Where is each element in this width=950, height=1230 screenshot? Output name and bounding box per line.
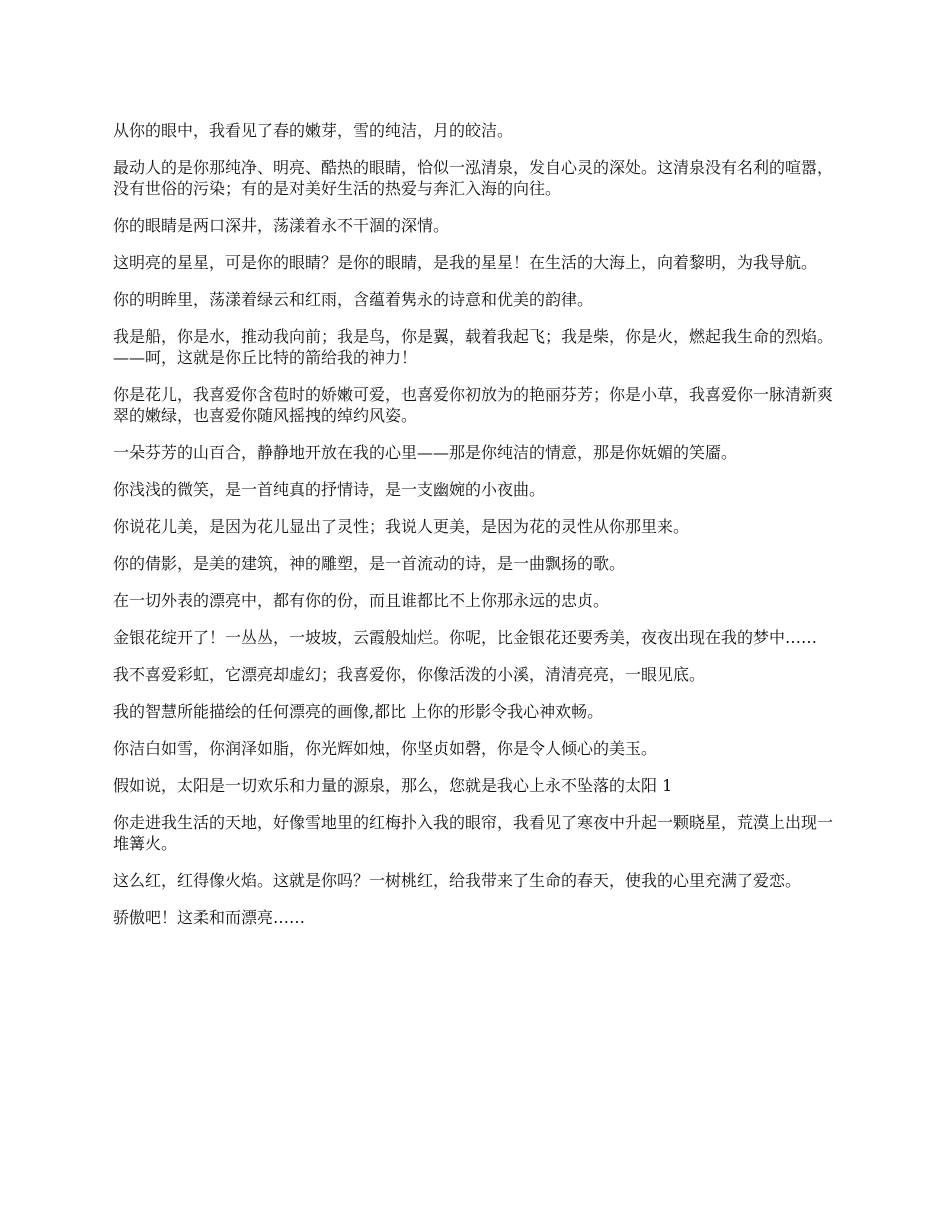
paragraph-2: 最动人的是你那纯净、明亮、酷热的眼睛，恰似一泓清泉，发自心灵的深处。这清泉没有名利的喧嚣，没有世俗的污染；有的是对美好生活的热爱与奔汇入海的向往。 bbox=[113, 158, 834, 198]
paragraph-18: 你走进我生活的天地，好像雪地里的红梅扑入我的眼帘，我看见了寒夜中升起一颗晓星，荒漠上出现一堆篝火。 bbox=[113, 813, 834, 853]
paragraph-12: 在一切外表的漂亮中，都有你的份，而且谁都比不上你那永远的忠贞。 bbox=[113, 591, 610, 610]
paragraph-20: 骄傲吧！这柔和而漂亮…… bbox=[113, 908, 306, 927]
paragraph-10: 你说花儿美，是因为花儿显出了灵性；我说人更美，是因为花的灵性从你那里来。 bbox=[113, 517, 690, 536]
document-body bbox=[113, 120, 839, 944]
paragraph-16: 你洁白如雪，你润泽如脂，你光辉如烛，你坚贞如磬，你是令人倾心的美玉。 bbox=[113, 739, 658, 758]
paragraph-7: 你是花儿，我喜爱你含苞时的娇嫩可爱，也喜爱你初放为的艳丽芬芳；你是小草，我喜爱你一脉清新爽翠的嫩绿，也喜爱你随风摇拽的绰约风姿。 bbox=[113, 385, 834, 425]
paragraph-14: 我不喜爱彩虹，它漂亮却虚幻；我喜爱你，你像活泼的小溪，清清亮亮，一眼见底。 bbox=[113, 665, 706, 684]
paragraph-6: 我是船，你是水，推动我向前；我是鸟，你是翼，载着我起飞；我是柴，你是火，燃起我生命的烈焰。——呵，这就是你丘比特的箭给我的神力！ bbox=[113, 327, 834, 367]
paragraph-13: 金银花绽开了！一丛丛，一坡坡，云霞般灿烂。你呢，比金银花还要秀美，夜夜出现在我的梦中…… bbox=[113, 628, 818, 647]
paragraph-11: 你的倩影，是美的建筑，神的雕塑，是一首流动的诗，是一曲飘扬的歌。 bbox=[113, 554, 626, 573]
paragraph-17: 假如说，太阳是一切欢乐和力量的源泉，那么，您就是我心上永不坠落的太阳 1 bbox=[113, 776, 673, 795]
paragraph-3: 你的眼睛是两口深井，荡漾着永不干涸的深情。 bbox=[113, 216, 450, 235]
paragraph-4: 这明亮的星星，可是你的眼睛？是你的眼睛，是我的星星！在生活的大海上，向着黎明，为我导航。 bbox=[113, 253, 818, 272]
paragraph-15: 我的智慧所能描绘的任何漂亮的画像,都比 上你的形影令我心神欢畅。 bbox=[113, 702, 604, 721]
paragraph-8: 一朵芬芳的山百合，静静地开放在我的心里——那是你纯洁的情意，那是你妩媚的笑靥。 bbox=[113, 443, 738, 462]
paragraph-5: 你的明眸里，荡漾着绿云和红雨，含蕴着隽永的诗意和优美的韵律。 bbox=[113, 290, 594, 309]
paragraph-19: 这么红，红得像火焰。这就是你吗？一树桃红，给我带来了生命的春天，使我的心里充满了爱恋。 bbox=[113, 871, 802, 890]
paragraph-1: 从你的眼中，我看见了春的嫩芽，雪的纯洁，月的皎洁。 bbox=[113, 121, 514, 140]
paragraph-9: 你浅浅的微笑，是一首纯真的抒情诗，是一支幽婉的小夜曲。 bbox=[113, 480, 546, 499]
